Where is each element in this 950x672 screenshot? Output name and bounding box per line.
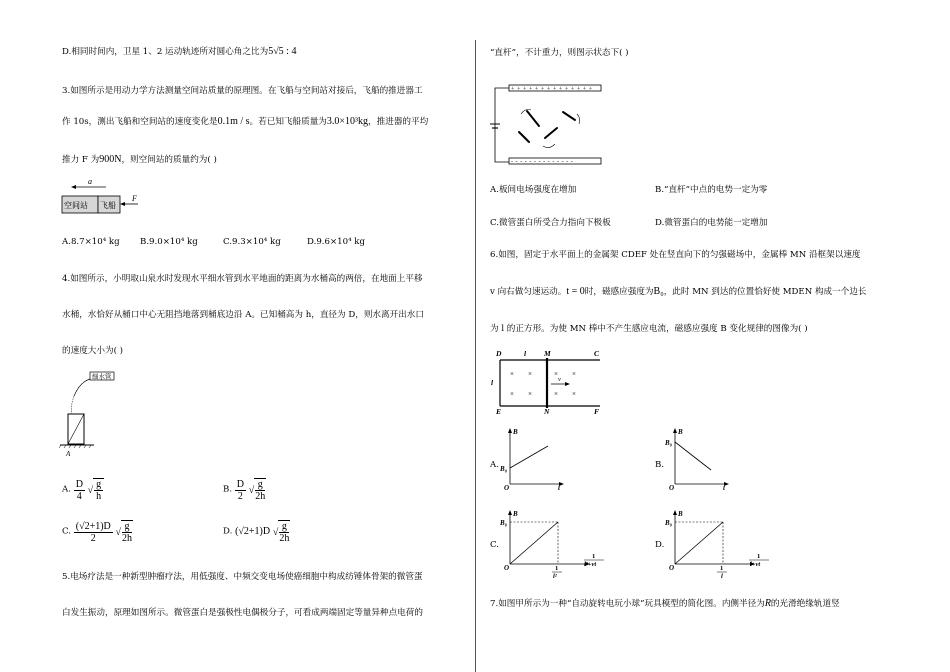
svg-text:×: ×: [510, 390, 514, 398]
svg-text:--------------: --------------: [511, 159, 576, 166]
svg-text:B₀: B₀: [500, 519, 508, 527]
q5-option-a: A.板间电场强度在增加: [490, 185, 577, 195]
q5-option-d: D.微管蛋白的电势能一定增加: [655, 218, 768, 228]
svg-text:×: ×: [554, 370, 558, 378]
svg-text:l: l: [491, 378, 494, 387]
svg-text:O: O: [504, 484, 510, 490]
q6-option-d-label: D.: [655, 540, 665, 550]
q4-option-b: B. $\frac{D}{2}$ √ $\frac{g}{2h}$: [223, 478, 266, 502]
q5-line-1: 5.电场疗法是一种新型肿瘤疗法，用低强度、中频交变电场使癌细胞中构成纺锤体骨架的微管蛋: [62, 572, 423, 582]
q6-graph-c: [500, 508, 610, 580]
q6-graph-b: [665, 424, 735, 490]
q4-line-3: 的速度大小为( ): [62, 346, 123, 356]
q6-graph-d: [665, 508, 775, 580]
svg-text:B₀: B₀: [500, 465, 508, 473]
svg-text:F: F: [132, 194, 137, 203]
svg-text:细水管: 细水管: [92, 373, 112, 381]
svg-text:t: t: [558, 484, 560, 490]
svg-text:×: ×: [510, 370, 514, 378]
q2-option-d: D.相同时间内，卫星 1、2 运动轨迹所对圆心角之比为5√5 : 4: [62, 46, 297, 57]
svg-text:O: O: [669, 484, 675, 490]
svg-text:v: v: [558, 376, 561, 383]
q3-option-d: D.9.6×10⁴ kg: [307, 237, 366, 247]
svg-text:1: 1: [592, 553, 596, 560]
q6-option-c-label: C.: [490, 540, 500, 550]
svg-text:l: l: [524, 349, 527, 358]
svg-text:D: D: [496, 349, 502, 358]
svg-text:B₀: B₀: [665, 439, 673, 447]
q5-line-2: 白发生振动，原理如图所示。微管蛋白是强极性电偶极分子，可看成两端固定等量异种点电荷的: [62, 608, 423, 618]
q4-option-d: D. (√2+1)D √ $\frac{g}{2h}$: [223, 521, 290, 544]
q5-figure: [487, 76, 607, 168]
q4-option-c: C. $\frac{(√2+1)D}{2}$ √ $\frac{g}{2h}$: [62, 520, 132, 544]
svg-text:B: B: [678, 428, 683, 436]
svg-text:++++++++++++++: ++++++++++++++: [511, 86, 595, 93]
svg-text:空间站: 空间站: [64, 201, 88, 210]
svg-text:1: 1: [757, 553, 761, 560]
svg-text:O: O: [504, 564, 510, 572]
q4-figure: [58, 368, 128, 460]
svg-text:B₀: B₀: [665, 519, 673, 527]
q4-line-2: 水桶，水恰好从桶口中心无阻挡地落到桶底边沿 A。已知桶高为 h，直径为 D，则水离开出水口: [62, 310, 424, 320]
q6-figure: [488, 346, 608, 418]
q6-graph-a: [500, 424, 570, 490]
q3-figure: [60, 176, 150, 220]
q7-line-1: 7.如图甲所示为一种“自动旋转电玩小球”玩具模型的简化图。内侧半径为R的光滑绝缘轨道竖: [490, 598, 840, 609]
q6-option-a-label: A.: [490, 460, 499, 470]
q3-line-1: 3.如图所示是用动力学方法测量空间站质量的原理图。在飞船与空间站对接后，飞船的推进器工: [62, 86, 423, 96]
svg-text:×: ×: [554, 390, 558, 398]
q3-option-b: B.9.0×10⁴ kg: [140, 237, 198, 247]
q6-option-b-label: B.: [655, 460, 665, 470]
svg-text:×: ×: [572, 370, 576, 378]
svg-text:l: l: [721, 573, 723, 580]
svg-text:A: A: [66, 450, 71, 458]
svg-text:×: ×: [528, 390, 532, 398]
svg-text:B: B: [513, 428, 518, 436]
column-divider: [475, 40, 476, 672]
svg-text:F: F: [594, 407, 600, 416]
svg-text:B: B: [678, 510, 683, 518]
svg-text:l²+vt: l²+vt: [584, 561, 597, 568]
q4-option-a: A. $\frac{D}{4}$ √ $\frac{g}{h}$: [62, 478, 104, 502]
q6-line-1: 6.如图，固定于水平面上的金属架 CDEF 处在竖直向下的匀强磁场中，金属棒 MN 沿框架以速度: [490, 250, 861, 260]
q3-line-3: 推力 F 为900N，则空间站的质量约为( ): [62, 154, 217, 165]
svg-text:O: O: [669, 564, 675, 572]
svg-text:t: t: [723, 484, 725, 490]
svg-text:N: N: [544, 407, 550, 416]
svg-text:1: 1: [555, 565, 559, 572]
svg-text:a: a: [88, 177, 92, 186]
svg-text:×: ×: [528, 370, 532, 378]
q5-option-b: B.“直杆”中点的电势一定为零: [655, 185, 768, 195]
svg-text:l+vt: l+vt: [750, 561, 761, 568]
q3-option-a: A.8.7×10⁴ kg: [62, 237, 120, 247]
q4-line-1: 4.如图所示，小明取山泉水时发现水平细水管到水平地面的距离为水桶高的两倍，在地面上平移: [62, 274, 423, 284]
q6-line-3: 为 l 的正方形。为使 MN 棒中不产生感应电流，磁感应强度 B 变化规律的图像为( ): [490, 324, 808, 334]
svg-text:M: M: [544, 349, 551, 358]
svg-text:E: E: [496, 407, 502, 416]
svg-text:B: B: [513, 510, 518, 518]
svg-text:l²: l²: [553, 573, 557, 580]
q6-line-2: v 向右做匀速运动。t = 0时，磁感应强度为B₀，此时 MN 到达的位置恰好使 MDEN 构成一个边长: [490, 286, 867, 297]
svg-text:C: C: [594, 349, 600, 358]
svg-text:飞船: 飞船: [100, 201, 116, 210]
q5-option-c: C.微管蛋白所受合力指向下极板: [490, 218, 611, 228]
svg-text:×: ×: [572, 390, 576, 398]
q3-option-c: C.9.3×10⁴ kg: [223, 237, 281, 247]
svg-text:1: 1: [720, 565, 724, 572]
q5-line-3: “直杆”，不计重力，则图示状态下( ): [490, 48, 629, 58]
q3-line-2: 作 10s，测出飞船和空间站的速度变化是0.1m / s。若已知飞船质量为3.0×10³kg，推进器的平均: [62, 116, 429, 127]
